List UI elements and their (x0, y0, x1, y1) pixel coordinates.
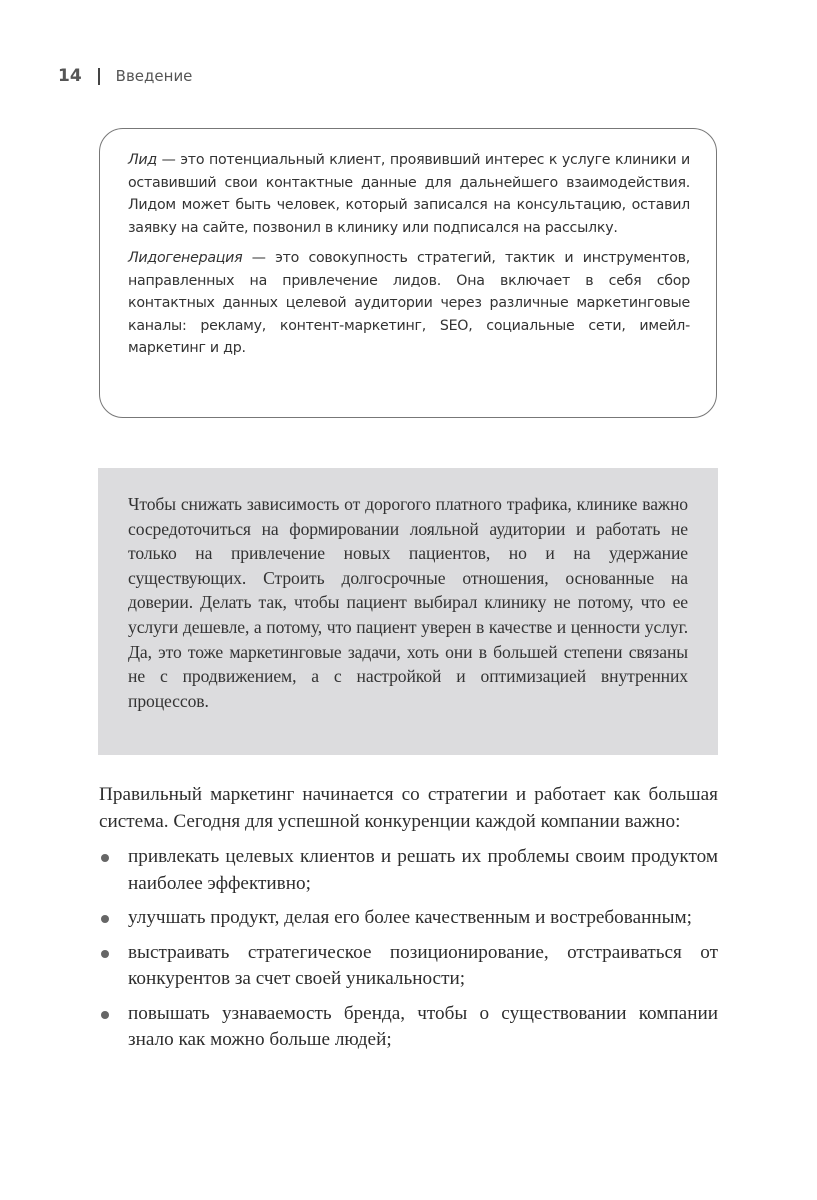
list-item (99, 905, 718, 932)
callout-box (98, 468, 718, 755)
list-item-text: выстраивать стратегическое позиционирование, отстраиваться от конкурентов за счет своей уникальности; (128, 941, 718, 989)
intro-paragraph: Правильный маркетинг начинается со стратегии и работает как большая система. Сегодня для успешной конкуренции каждой компании важно: (99, 784, 718, 832)
list-item-text: привлекать целевых клиентов и решать их проблемы своим продуктом наиболее эффективно; (128, 846, 718, 894)
bullet-icon (101, 950, 109, 958)
term-leadgen: Лидогенерация (128, 250, 243, 266)
term-lead: Лид (128, 152, 157, 168)
page-number: 14 (58, 66, 82, 86)
list-item-text: повышать узнаваемость бренда, чтобы о существовании компании знало как можно больше людей; (128, 1002, 718, 1050)
definition-box (99, 128, 717, 418)
list-item-text: улучшать продукт, делая его более качественным и востребованным; (128, 907, 693, 928)
list-item (99, 940, 718, 993)
chapter-title: Введение (115, 67, 193, 85)
definition-lead (128, 149, 690, 239)
body-text (99, 782, 718, 1062)
callout-text: Чтобы снижать зависимость от дорогого платного трафика, клинике важно сосредоточиться на формировании лояльной аудитории и работать не только на привлечение новых пациентов, но и на удержание существующих. Строить долгосрочные отношения, основанные на доверии. Делать так, чтобы пациент выбирал клинику не потому, что ее услуги дешевле, а потому, что пациент уверен в качестве и ценности услуг. Да, это тоже маркетинговые задачи, хоть они в большей степени связаны не с продвижением, а с настройкой и оптимизацией внутренних процессов. (128, 494, 688, 711)
bullet-icon (101, 1011, 109, 1019)
bullet-icon (101, 854, 109, 862)
definition-leadgen-text: — это совокупность стратегий, тактик и инструментов, направленных на привлечение лидов. Она включает в себя сбор контактных данных целевой аудитории через различные маркетинговые каналы: рекламу, контент-маркетинг, SEO, социальные сети, имейл-маркетинг и др. (128, 250, 690, 356)
running-head (58, 66, 192, 86)
list-item (99, 844, 718, 897)
list-item (99, 1001, 718, 1054)
definition-lead-text: — это потенциальный клиент, проявивший интерес к услуге клиники и оставивший свои контактные данные для дальнейшего взаимодействия. Лидом может быть человек, который записался на консультацию, оставил заявку на сайте, позвонил в клинику или подписался на рассылку. (128, 152, 690, 236)
head-divider (98, 68, 100, 85)
bullet-list (99, 844, 718, 1054)
bullet-icon (101, 915, 109, 923)
definition-leadgen (128, 247, 690, 360)
